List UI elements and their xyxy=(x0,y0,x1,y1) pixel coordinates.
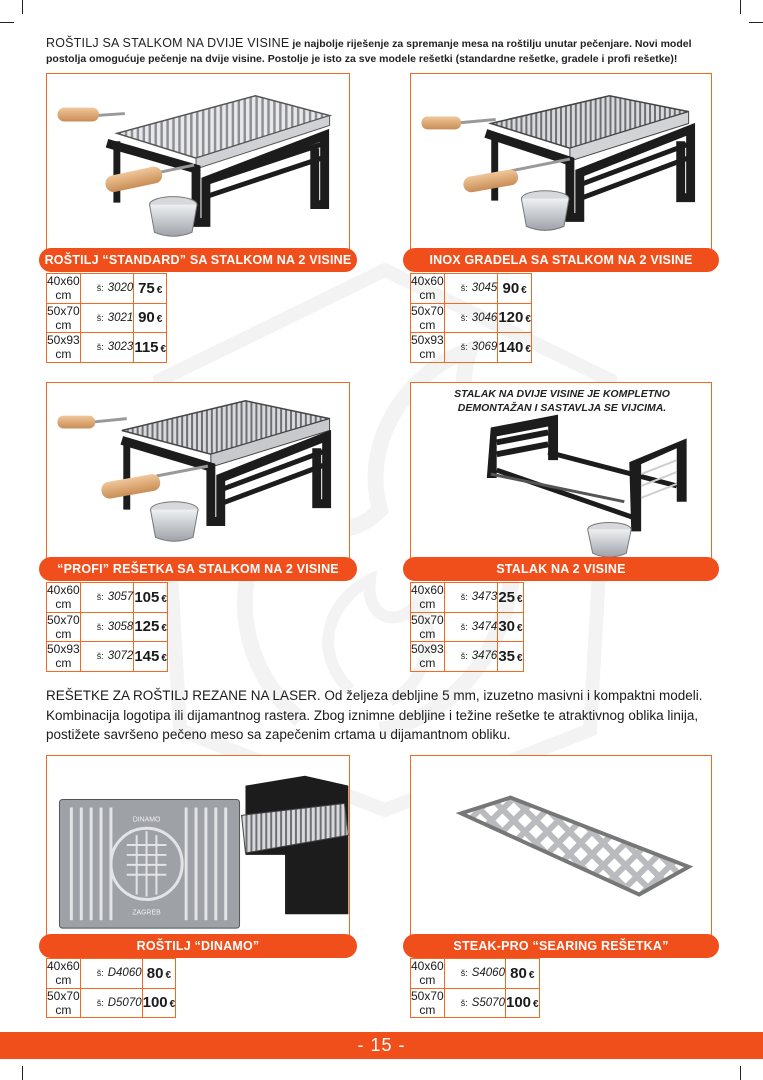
product-photo-steak-pro xyxy=(410,755,712,943)
price-value: 120 xyxy=(498,309,524,327)
price-cell xyxy=(498,274,532,304)
product-code: D5070 xyxy=(107,996,142,1009)
crop-mark xyxy=(749,22,763,23)
price-row xyxy=(411,333,532,363)
price-cell xyxy=(134,333,167,363)
product-title-pill: ROŠTILJ “DINAMO” xyxy=(39,934,357,958)
price-table xyxy=(410,582,524,672)
price-cell xyxy=(134,583,168,613)
price-value: 115 xyxy=(134,338,159,356)
price-cell xyxy=(498,642,523,672)
price-value: 90 xyxy=(502,279,520,297)
product-code: 3057 xyxy=(107,591,134,604)
size-cell: 40x60 cm xyxy=(411,583,444,612)
price-table xyxy=(46,582,168,672)
size-cell: 40x60 cm xyxy=(47,274,80,303)
price-cell xyxy=(498,333,532,363)
price-value: 90 xyxy=(138,309,155,327)
code-cell xyxy=(444,642,498,672)
product-code: 3058 xyxy=(107,620,134,633)
price-value: 105 xyxy=(134,588,160,606)
size-cell: 50x93 cm xyxy=(411,333,444,362)
product-code: 3045 xyxy=(471,282,498,295)
crop-mark xyxy=(740,1066,741,1080)
price-value: 75 xyxy=(138,279,155,297)
crop-mark xyxy=(22,1066,23,1080)
price-cell xyxy=(134,612,168,642)
price-row xyxy=(47,583,168,613)
code-label: š: xyxy=(96,342,104,353)
price-rows xyxy=(411,583,524,672)
product-code: 3046 xyxy=(471,311,498,324)
currency-symbol: € xyxy=(525,343,531,355)
laser-cut-description: REŠETKE ZA ROŠTILJ REZANE NA LASER. Od željeza debljine 5 mm, izuzetno masivni i kompaktni modeli. Kombinacija logotipa ili dijamantnog rastera. Zbog iznimne debljine i težine rešetke te atraktivnog oblika linija, postižete savršeno pečeno meso sa zapečenim crtama u dijamantnom obliku. xyxy=(46,688,703,742)
price-table xyxy=(46,958,176,1018)
code-label: š: xyxy=(460,283,468,294)
price-row xyxy=(411,959,540,989)
code-cell xyxy=(80,612,134,642)
price-value: 80 xyxy=(146,964,164,982)
price-value: 30 xyxy=(498,618,515,636)
price-row xyxy=(411,583,524,613)
price-row xyxy=(47,333,167,363)
product-code: S5070 xyxy=(471,996,505,1009)
product-code: 3473 xyxy=(471,591,498,604)
product-title-pill: “PROFI” REŠETKA SA STALKOM NA 2 VISINE xyxy=(39,557,357,581)
grill-logo-bottom: ZAGREB xyxy=(132,909,161,917)
currency-symbol: € xyxy=(169,999,176,1011)
crop-mark xyxy=(22,0,23,14)
code-label: š: xyxy=(460,592,468,603)
product-title-pill: STALAK NA 2 VISINE xyxy=(403,557,719,581)
price-row xyxy=(411,988,540,1018)
code-cell xyxy=(80,988,142,1018)
size-cell: 40x60 cm xyxy=(47,959,80,988)
product-photo-inox xyxy=(410,73,712,261)
size-cell: 50x70 cm xyxy=(47,303,80,332)
size-cell: 50x70 cm xyxy=(47,988,80,1017)
price-value: 140 xyxy=(498,338,524,356)
code-cell xyxy=(444,988,505,1018)
crop-mark xyxy=(740,0,741,14)
product-title-pill: INOX GRADELA SA STALKOM NA 2 VISINE xyxy=(403,248,719,272)
currency-symbol: € xyxy=(517,623,523,635)
code-label: š: xyxy=(96,312,104,323)
currency-symbol: € xyxy=(161,623,167,635)
code-label: š: xyxy=(460,651,468,662)
currency-symbol: € xyxy=(517,593,523,605)
size-cell: 40x60 cm xyxy=(411,959,444,988)
price-rows xyxy=(47,583,168,672)
code-cell xyxy=(80,303,134,333)
code-cell xyxy=(444,303,498,333)
price-row xyxy=(47,303,167,333)
currency-symbol: € xyxy=(161,652,167,664)
page-footer xyxy=(0,1032,763,1059)
price-value: 145 xyxy=(134,647,160,665)
product-photo-stalak xyxy=(410,382,712,570)
price-row xyxy=(411,274,532,304)
price-cell xyxy=(134,274,167,304)
price-rows xyxy=(47,959,176,1018)
product-code: 3072 xyxy=(107,650,134,663)
crop-mark xyxy=(0,22,14,23)
price-cell xyxy=(498,583,523,613)
product-code: 3023 xyxy=(107,341,134,354)
code-label: š: xyxy=(460,621,468,632)
currency-symbol: € xyxy=(517,652,523,664)
intro-paragraph xyxy=(46,36,726,67)
product-photo-profi xyxy=(46,382,350,570)
price-cell xyxy=(134,642,168,672)
price-row xyxy=(47,988,176,1018)
currency-symbol: € xyxy=(525,314,531,326)
price-table xyxy=(410,273,532,363)
price-cell xyxy=(505,988,539,1018)
code-label: š: xyxy=(96,283,104,294)
size-cell: 40x60 cm xyxy=(411,274,444,303)
size-cell: 50x93 cm xyxy=(411,642,444,671)
currency-symbol: € xyxy=(156,284,163,296)
product-code: 3069 xyxy=(471,341,498,354)
price-value: 100 xyxy=(142,994,168,1012)
price-row xyxy=(47,612,168,642)
price-row xyxy=(47,274,167,304)
price-cell xyxy=(498,612,523,642)
price-row xyxy=(47,959,176,989)
code-cell xyxy=(444,274,498,304)
product-title-pill: STEAK-PRO “SEARING REŠETKA” xyxy=(403,934,719,958)
code-label: š: xyxy=(460,997,468,1008)
code-label: š: xyxy=(460,968,468,979)
price-cell xyxy=(498,303,532,333)
product-code: 3021 xyxy=(107,311,134,324)
currency-symbol: € xyxy=(521,284,527,296)
code-cell xyxy=(444,959,505,989)
product-code: S4060 xyxy=(471,967,505,980)
product-code: 3474 xyxy=(471,620,498,633)
price-cell xyxy=(142,959,176,989)
price-row xyxy=(411,612,524,642)
assembly-note: STALAK NA DVIJE VISINE JE KOMPLETNO DEMONTAŽAN I SASTAVLJA SE VIJCIMA. xyxy=(454,388,670,414)
price-row xyxy=(47,642,168,672)
product-title-pill: ROŠTILJ “STANDARD” SA STALKOM NA 2 VISINE xyxy=(39,248,357,272)
code-cell xyxy=(80,959,142,989)
code-label: š: xyxy=(96,651,104,662)
product-code: 3476 xyxy=(471,650,498,663)
code-cell xyxy=(80,274,134,304)
code-label: š: xyxy=(460,342,468,353)
code-label: š: xyxy=(96,997,104,1008)
currency-symbol: € xyxy=(528,969,535,981)
price-cell xyxy=(134,303,167,333)
product-code: D4060 xyxy=(107,967,142,980)
price-value: 80 xyxy=(510,964,527,982)
intro-text: je najbolje riješenje za spremanje mesa na roštilju unutar pečenjare. Novi model postolja omogućuje pečenje na dvije visine. Postolje je isto za sve modele rešetki (standardne rešetke, gradele i profi rešetke)! xyxy=(46,38,692,65)
price-value: 25 xyxy=(498,588,515,606)
product-photo-standard xyxy=(46,73,350,261)
price-value: 100 xyxy=(505,994,532,1012)
code-cell xyxy=(444,333,498,363)
currency-symbol: € xyxy=(156,314,163,326)
price-rows xyxy=(47,274,167,363)
size-cell: 50x70 cm xyxy=(411,303,444,332)
code-label: š: xyxy=(96,592,104,603)
code-label: š: xyxy=(96,968,104,979)
price-rows xyxy=(411,274,532,363)
price-row xyxy=(411,642,524,672)
code-cell xyxy=(444,612,498,642)
code-cell xyxy=(80,333,134,363)
grill-logo-top: DINAMO xyxy=(132,816,161,824)
code-label: š: xyxy=(96,621,104,632)
size-cell: 50x70 cm xyxy=(47,612,80,641)
price-cell xyxy=(142,988,176,1018)
currency-symbol: € xyxy=(161,593,167,605)
price-value: 125 xyxy=(134,618,160,636)
currency-symbol: € xyxy=(533,999,539,1011)
page-number: - 15 - xyxy=(357,1035,406,1055)
price-table xyxy=(46,273,167,363)
price-table xyxy=(410,958,540,1018)
currency-symbol: € xyxy=(160,343,167,355)
code-cell xyxy=(444,583,498,613)
price-row xyxy=(411,303,532,333)
price-cell xyxy=(505,959,539,989)
size-cell: 40x60 cm xyxy=(47,583,80,612)
intro-lead: ROŠTILJ SA STALKOM NA DVIJE VISINE xyxy=(46,36,290,50)
code-label: š: xyxy=(460,312,468,323)
code-cell xyxy=(80,642,134,672)
product-code: 3020 xyxy=(107,282,134,295)
size-cell: 50x93 cm xyxy=(47,333,80,362)
code-cell xyxy=(80,583,134,613)
product-photo-dinamo xyxy=(46,755,350,943)
size-cell: 50x70 cm xyxy=(411,612,444,641)
size-cell: 50x93 cm xyxy=(47,642,80,671)
price-rows xyxy=(411,959,540,1018)
size-cell: 50x70 cm xyxy=(411,988,444,1017)
price-value: 35 xyxy=(498,647,515,665)
currency-symbol: € xyxy=(165,969,172,981)
